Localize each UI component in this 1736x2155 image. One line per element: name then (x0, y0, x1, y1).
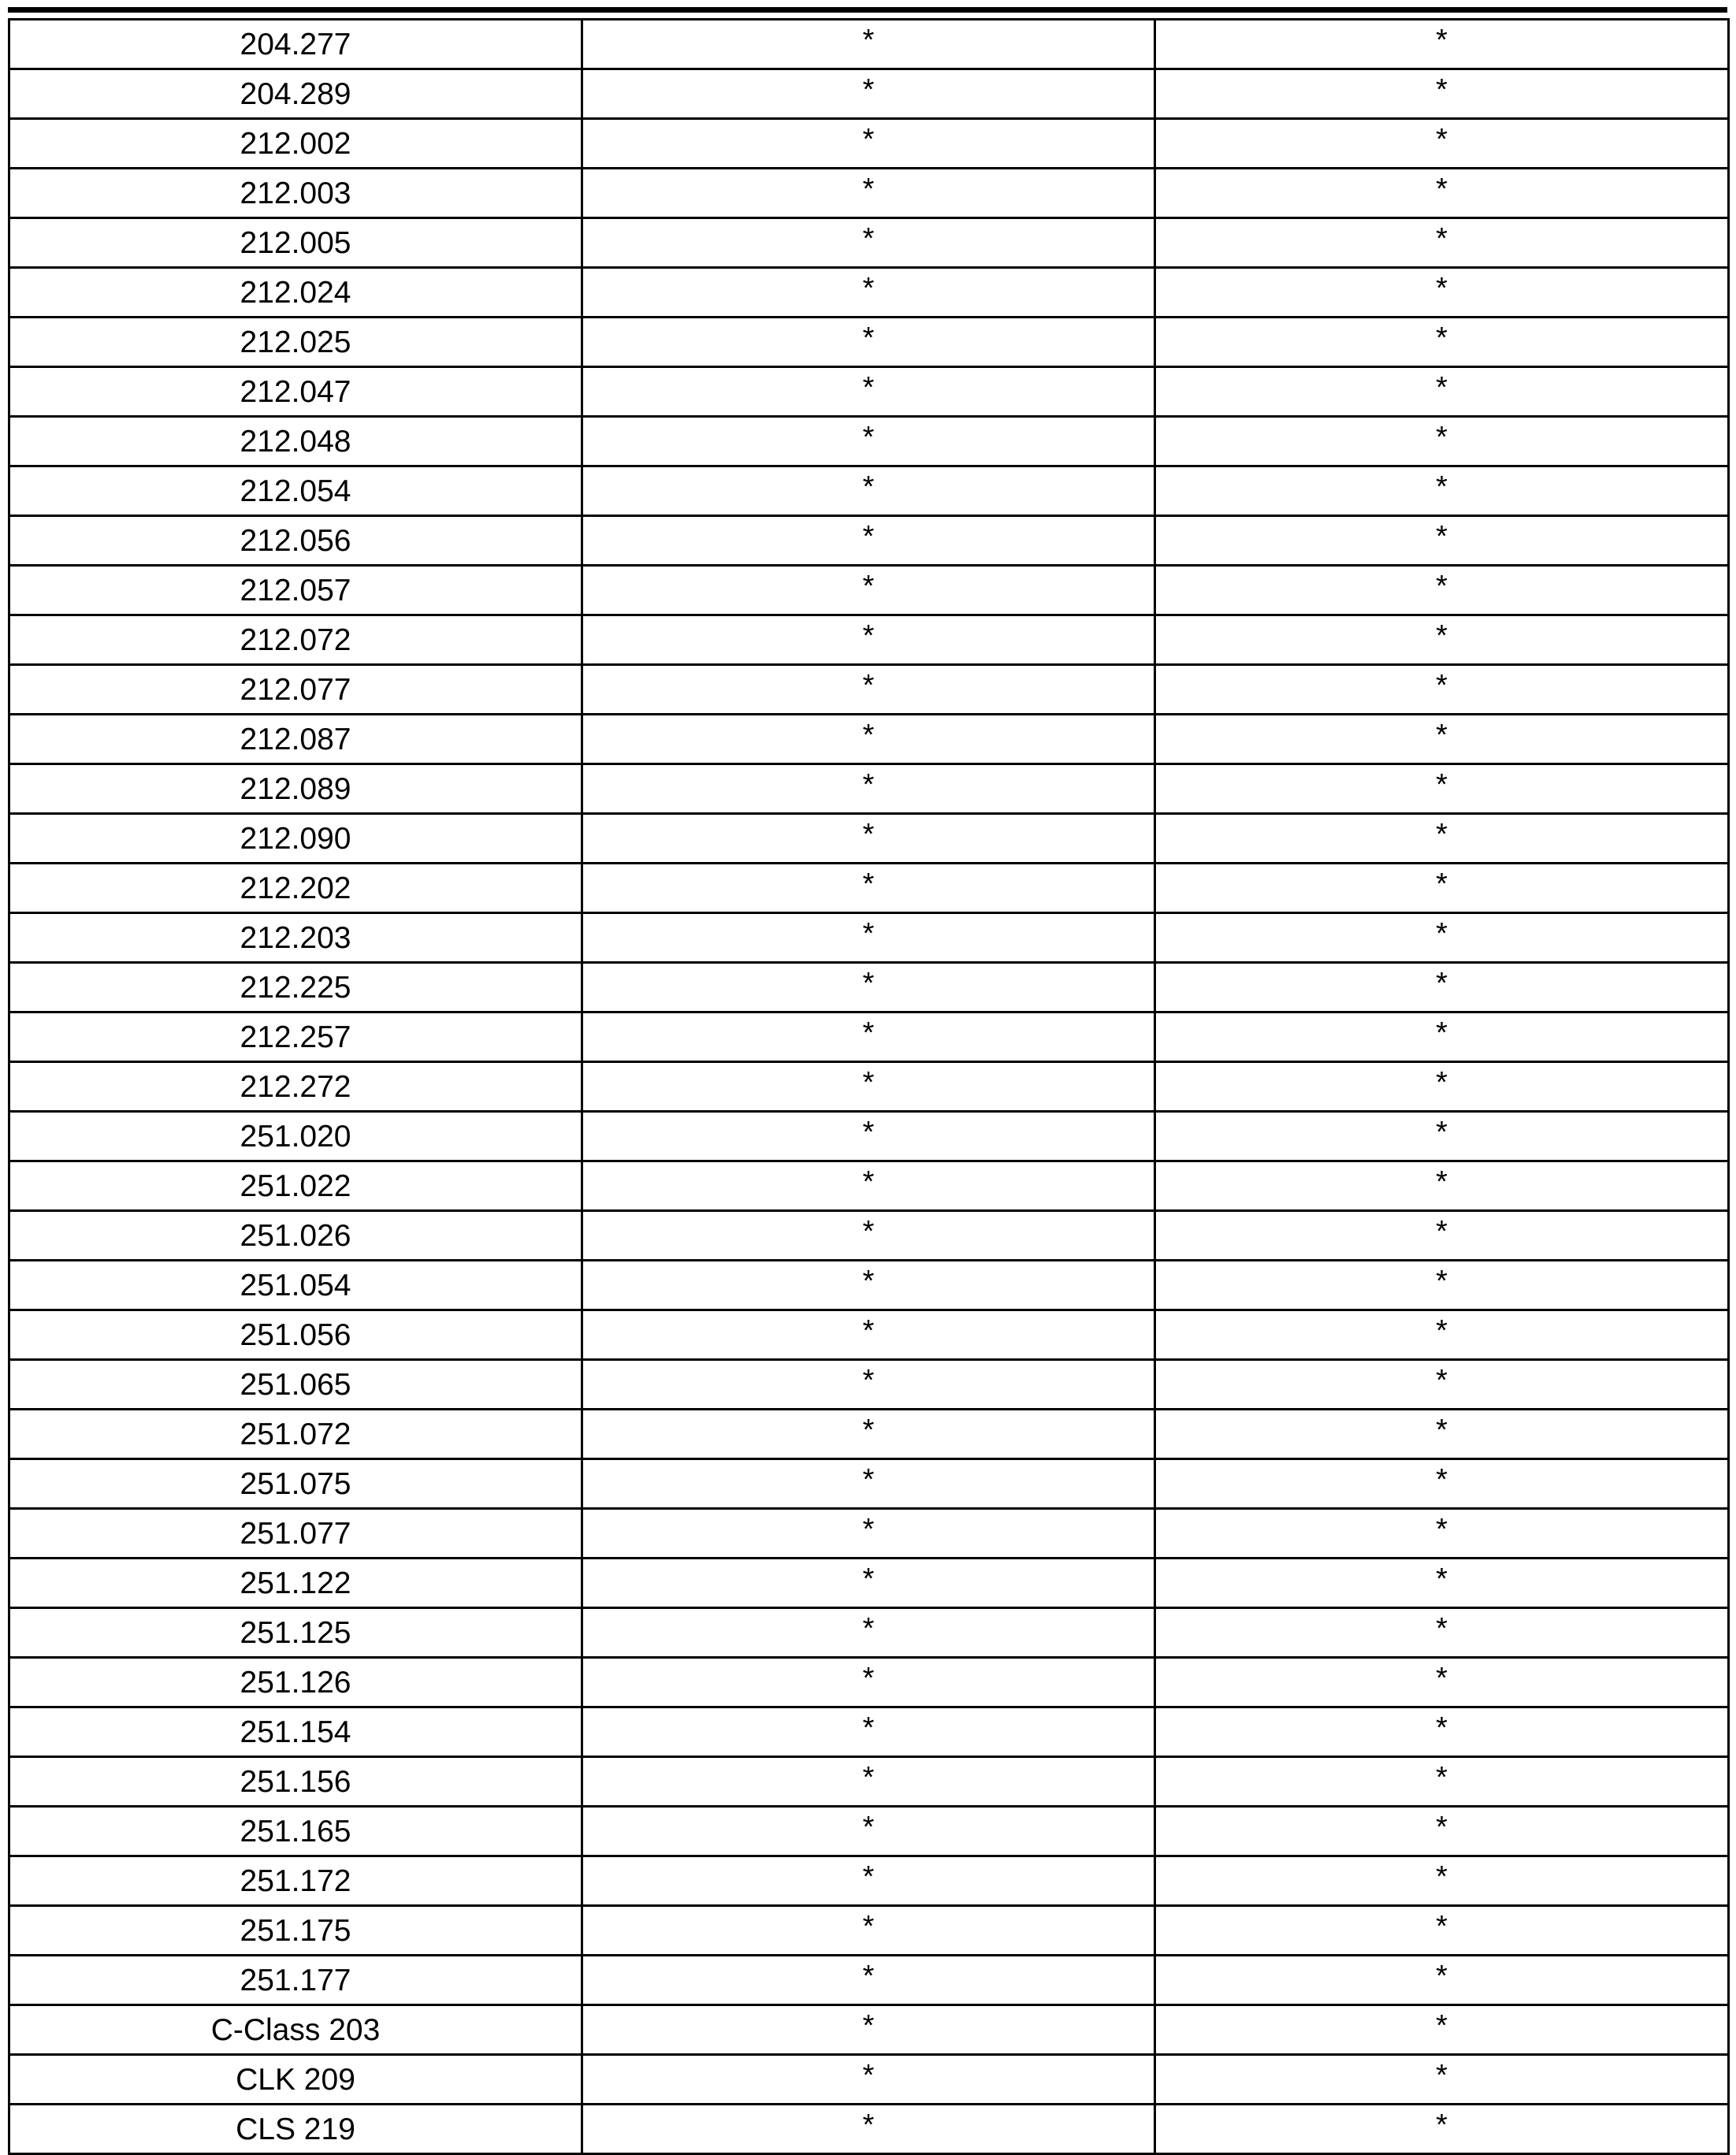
mark-cell: * (582, 1161, 1155, 1211)
code-cell: 212.003 (9, 169, 582, 218)
table-row (9, 1807, 1729, 1856)
code-cell: 251.122 (9, 1559, 582, 1608)
code-cell: 212.089 (9, 764, 582, 814)
mark-cell: * (1155, 1012, 1729, 1062)
table-row (9, 367, 1729, 417)
mark-cell: * (1155, 2005, 1729, 2055)
code-cell: 212.087 (9, 715, 582, 764)
table-row (9, 715, 1729, 764)
code-cell: 212.225 (9, 963, 582, 1012)
table-row (9, 1310, 1729, 1360)
mark-cell: * (1155, 466, 1729, 516)
table-row (9, 764, 1729, 814)
mark-cell: * (582, 864, 1155, 913)
mark-cell: * (1155, 1112, 1729, 1161)
data-table (8, 18, 1730, 2155)
table-row (9, 1856, 1729, 1906)
code-cell: C-Class 203 (9, 2005, 582, 2055)
code-cell: 212.054 (9, 466, 582, 516)
code-cell: 251.156 (9, 1757, 582, 1807)
table-row (9, 318, 1729, 367)
mark-cell: * (582, 218, 1155, 268)
mark-cell: * (582, 1459, 1155, 1509)
code-cell: 251.054 (9, 1261, 582, 1310)
mark-cell: * (1155, 1211, 1729, 1261)
mark-cell: * (582, 268, 1155, 318)
mark-cell: * (1155, 1707, 1729, 1757)
code-cell: 251.175 (9, 1906, 582, 1956)
mark-cell: * (582, 1360, 1155, 1410)
table-body (9, 20, 1729, 2154)
code-cell: 212.025 (9, 318, 582, 367)
mark-cell: * (582, 1707, 1155, 1757)
table-row (9, 1211, 1729, 1261)
code-cell: 212.090 (9, 814, 582, 864)
table-row (9, 466, 1729, 516)
table-row (9, 1261, 1729, 1310)
mark-cell: * (1155, 516, 1729, 566)
mark-cell: * (1155, 268, 1729, 318)
code-cell: 251.065 (9, 1360, 582, 1410)
mark-cell: * (1155, 566, 1729, 615)
mark-cell: * (582, 1410, 1155, 1459)
mark-cell: * (1155, 1459, 1729, 1509)
mark-cell: * (1155, 1856, 1729, 1906)
table-row (9, 566, 1729, 615)
mark-cell: * (582, 1956, 1155, 2005)
mark-cell: * (1155, 20, 1729, 69)
mark-cell: * (1155, 665, 1729, 715)
mark-cell: * (582, 1211, 1155, 1261)
mark-cell: * (1155, 367, 1729, 417)
mark-cell: * (582, 367, 1155, 417)
mark-cell: * (1155, 864, 1729, 913)
table-row (9, 963, 1729, 1012)
mark-cell: * (582, 715, 1155, 764)
mark-cell: * (1155, 119, 1729, 169)
mark-cell: * (582, 1906, 1155, 1956)
table-row (9, 1012, 1729, 1062)
table-row (9, 1459, 1729, 1509)
table-row (9, 1360, 1729, 1410)
code-cell: 212.005 (9, 218, 582, 268)
table-row (9, 2105, 1729, 2154)
mark-cell: * (582, 1608, 1155, 1658)
mark-cell: * (1155, 1807, 1729, 1856)
mark-cell: * (582, 69, 1155, 119)
table-row (9, 2055, 1729, 2105)
code-cell: 251.056 (9, 1310, 582, 1360)
table-row (9, 516, 1729, 566)
code-cell: 251.020 (9, 1112, 582, 1161)
mark-cell: * (582, 318, 1155, 367)
mark-cell: * (582, 119, 1155, 169)
mark-cell: * (1155, 1161, 1729, 1211)
table-row (9, 1956, 1729, 2005)
mark-cell: * (1155, 615, 1729, 665)
mark-cell: * (1155, 417, 1729, 466)
mark-cell: * (1155, 913, 1729, 963)
code-cell: 251.126 (9, 1658, 582, 1707)
mark-cell: * (1155, 1658, 1729, 1707)
table-row (9, 169, 1729, 218)
table-row (9, 913, 1729, 963)
table-row (9, 218, 1729, 268)
code-cell: 251.177 (9, 1956, 582, 2005)
mark-cell: * (582, 665, 1155, 715)
code-cell: 251.077 (9, 1509, 582, 1559)
mark-cell: * (1155, 1559, 1729, 1608)
table-row (9, 665, 1729, 715)
table-row (9, 1757, 1729, 1807)
code-cell: 212.002 (9, 119, 582, 169)
code-cell: 251.172 (9, 1856, 582, 1906)
mark-cell: * (1155, 318, 1729, 367)
mark-cell: * (1155, 1360, 1729, 1410)
mark-cell: * (582, 1509, 1155, 1559)
mark-cell: * (582, 1856, 1155, 1906)
code-cell: 212.272 (9, 1062, 582, 1112)
mark-cell: * (582, 169, 1155, 218)
mark-cell: * (1155, 1757, 1729, 1807)
table-row (9, 615, 1729, 665)
mark-cell: * (1155, 1956, 1729, 2005)
mark-cell: * (1155, 69, 1729, 119)
code-cell: 251.022 (9, 1161, 582, 1211)
mark-cell: * (582, 417, 1155, 466)
mark-cell: * (582, 913, 1155, 963)
table-row (9, 1658, 1729, 1707)
mark-cell: * (582, 814, 1155, 864)
mark-cell: * (1155, 814, 1729, 864)
code-cell: CLS 219 (9, 2105, 582, 2154)
mark-cell: * (1155, 1608, 1729, 1658)
code-cell: 212.048 (9, 417, 582, 466)
mark-cell: * (1155, 1261, 1729, 1310)
code-cell: 212.202 (9, 864, 582, 913)
mark-cell: * (1155, 764, 1729, 814)
code-cell: 251.075 (9, 1459, 582, 1509)
code-cell: 212.056 (9, 516, 582, 566)
table-row (9, 864, 1729, 913)
mark-cell: * (582, 2105, 1155, 2154)
code-cell: 251.154 (9, 1707, 582, 1757)
code-cell: 251.026 (9, 1211, 582, 1261)
mark-cell: * (582, 1112, 1155, 1161)
table-row (9, 1112, 1729, 1161)
code-cell: 251.072 (9, 1410, 582, 1459)
mark-cell: * (582, 1807, 1155, 1856)
code-cell: 251.165 (9, 1807, 582, 1856)
mark-cell: * (582, 1658, 1155, 1707)
table-row (9, 1062, 1729, 1112)
top-rule (8, 7, 1727, 13)
table-row (9, 69, 1729, 119)
code-cell: 212.257 (9, 1012, 582, 1062)
mark-cell: * (582, 1559, 1155, 1608)
code-cell: 212.047 (9, 367, 582, 417)
mark-cell: * (1155, 2105, 1729, 2154)
table-row (9, 20, 1729, 69)
code-cell: 204.289 (9, 69, 582, 119)
mark-cell: * (582, 1261, 1155, 1310)
table-row (9, 1509, 1729, 1559)
table-row (9, 2005, 1729, 2055)
table-row (9, 1559, 1729, 1608)
mark-cell: * (582, 2005, 1155, 2055)
code-cell: 212.203 (9, 913, 582, 963)
mark-cell: * (582, 466, 1155, 516)
mark-cell: * (582, 615, 1155, 665)
code-cell: 204.277 (9, 20, 582, 69)
mark-cell: * (582, 20, 1155, 69)
table-row (9, 1608, 1729, 1658)
table-row (9, 268, 1729, 318)
table-row (9, 1410, 1729, 1459)
mark-cell: * (582, 963, 1155, 1012)
mark-cell: * (582, 1012, 1155, 1062)
code-cell: 212.024 (9, 268, 582, 318)
mark-cell: * (1155, 218, 1729, 268)
table-row (9, 1906, 1729, 1956)
mark-cell: * (1155, 1310, 1729, 1360)
mark-cell: * (1155, 963, 1729, 1012)
table-row (9, 417, 1729, 466)
mark-cell: * (1155, 1509, 1729, 1559)
code-cell: CLK 209 (9, 2055, 582, 2105)
code-cell: 212.077 (9, 665, 582, 715)
mark-cell: * (1155, 1410, 1729, 1459)
mark-cell: * (582, 566, 1155, 615)
mark-cell: * (1155, 1062, 1729, 1112)
mark-cell: * (582, 516, 1155, 566)
mark-cell: * (1155, 169, 1729, 218)
table-row (9, 1161, 1729, 1211)
mark-cell: * (582, 1757, 1155, 1807)
mark-cell: * (1155, 1906, 1729, 1956)
table-row (9, 1707, 1729, 1757)
mark-cell: * (582, 2055, 1155, 2105)
mark-cell: * (582, 764, 1155, 814)
code-cell: 251.125 (9, 1608, 582, 1658)
code-cell: 212.057 (9, 566, 582, 615)
table-row (9, 814, 1729, 864)
mark-cell: * (1155, 715, 1729, 764)
mark-cell: * (582, 1062, 1155, 1112)
mark-cell: * (1155, 2055, 1729, 2105)
code-cell: 212.072 (9, 615, 582, 665)
mark-cell: * (582, 1310, 1155, 1360)
table-row (9, 119, 1729, 169)
